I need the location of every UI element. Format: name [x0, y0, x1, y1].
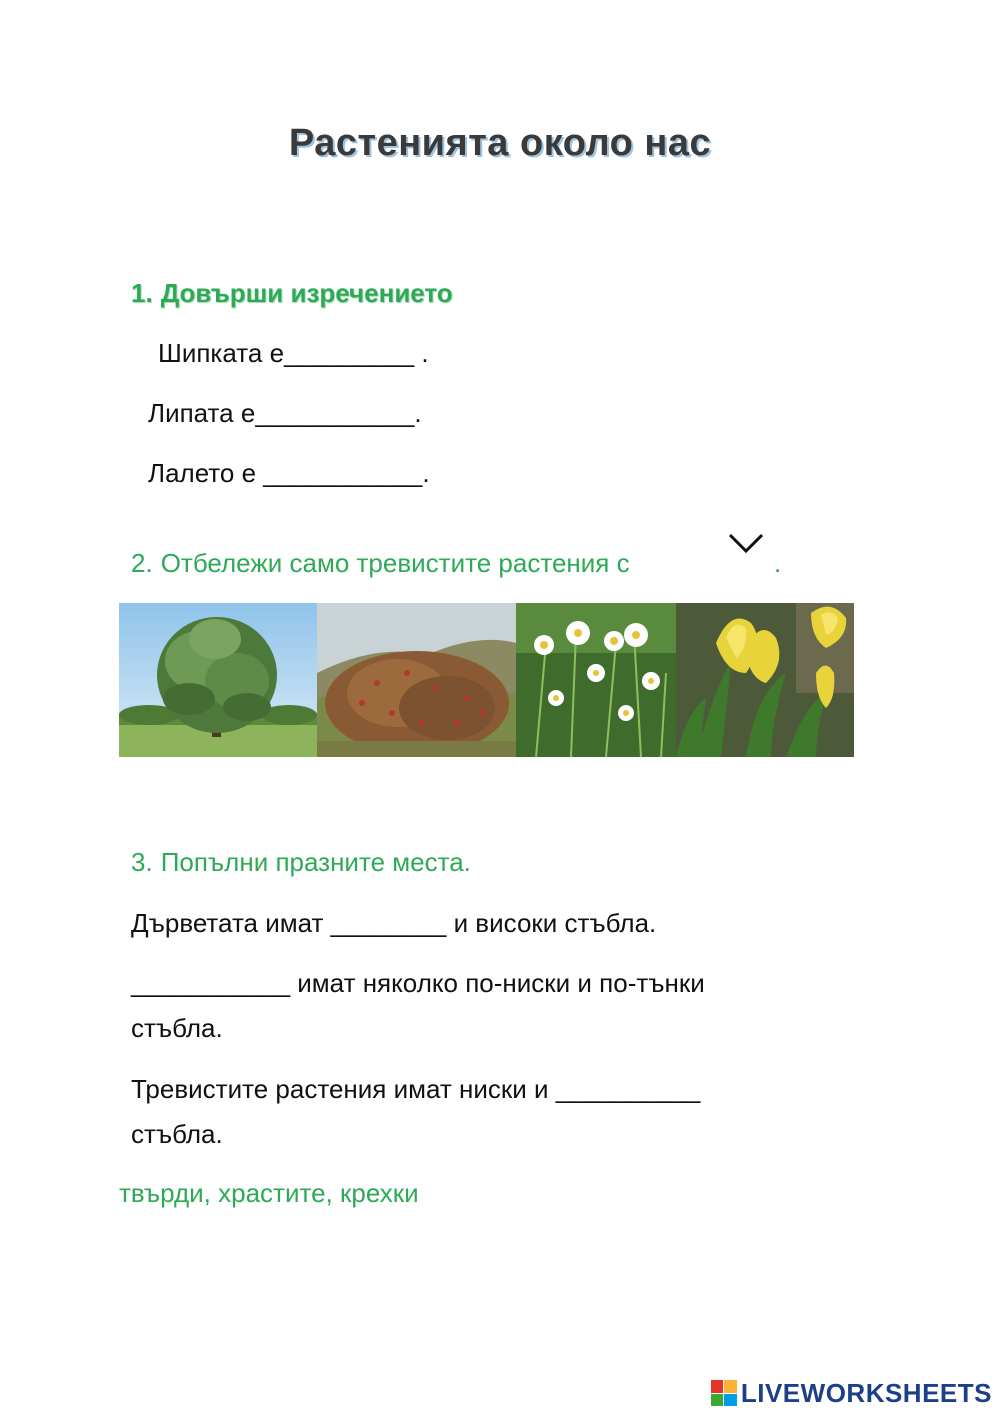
section-1-title: Довърши изречението: [160, 278, 453, 308]
plant-photos: [119, 603, 854, 757]
liveworksheets-brand: [711, 1378, 992, 1408]
sentence-rosehip[interactable]: Шипката е_________ .: [158, 338, 429, 368]
word-bank: твърди, храстите, крехки: [119, 1178, 419, 1208]
page-title: Растенията около нас: [288, 122, 712, 164]
liveworksheets-logo-icon: [711, 1380, 737, 1406]
section-3-title: Попълни празните места.: [160, 847, 471, 877]
tree-image[interactable]: [119, 603, 317, 757]
sentence-herbs[interactable]: Тревистите растения имат ниски и __________: [131, 1074, 701, 1104]
section-1-number: 1.: [131, 278, 153, 308]
chamomile-image[interactable]: [516, 603, 676, 757]
sentence-herbs-cont: стъбла.: [131, 1119, 223, 1149]
sentence-shrubs-cont: стъбла.: [131, 1013, 223, 1043]
sentence-linden[interactable]: Липата е___________.: [148, 398, 422, 428]
tulip-image[interactable]: [676, 603, 854, 757]
section-3-number: 3.: [131, 847, 153, 877]
section-2-period: .: [774, 548, 782, 578]
rosehip-bush-image[interactable]: [317, 603, 516, 757]
sentence-shrubs[interactable]: ___________ имат няколко по-ниски и по-тънки: [131, 968, 705, 998]
section-1-heading: [131, 278, 453, 309]
section-3-heading: [131, 847, 471, 878]
sentence-trees[interactable]: Дърветата имат ________ и високи стъбла.: [131, 908, 657, 938]
section-2-title: Отбележи само тревистите растения с: [160, 548, 630, 578]
section-2-heading: [131, 548, 630, 579]
section-2-number: 2.: [131, 548, 153, 578]
sentence-tulip[interactable]: Лалето е ___________.: [148, 458, 430, 488]
brand-name: LIVEWORKSHEETS: [740, 1377, 992, 1408]
checkmark-icon: [728, 532, 764, 554]
